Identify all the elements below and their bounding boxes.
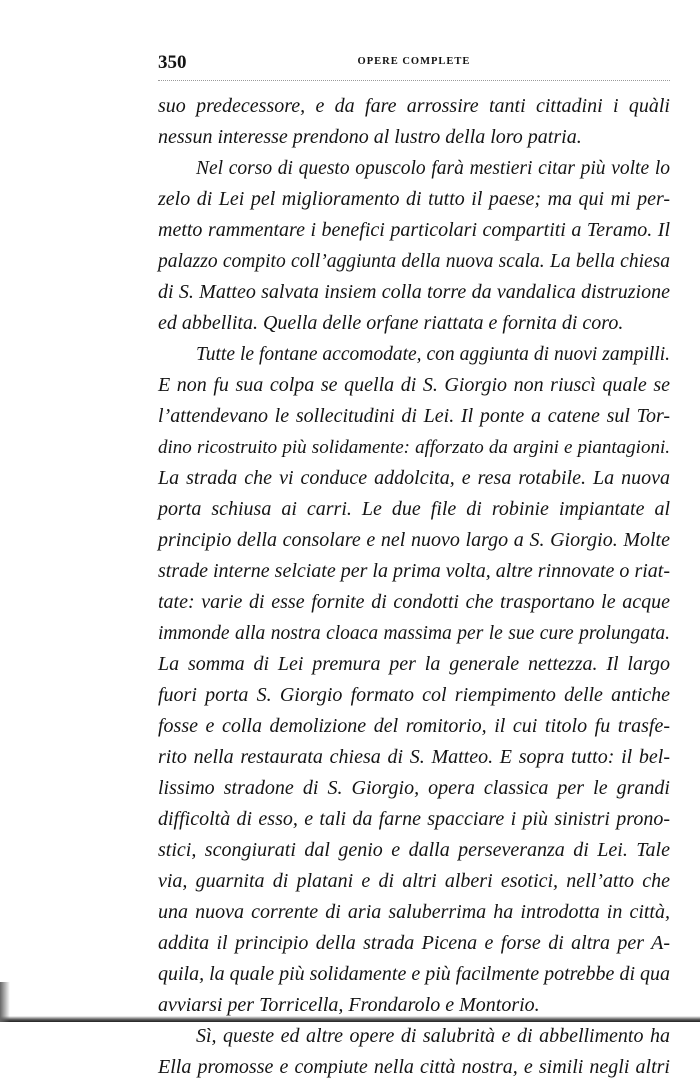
text-line: E non fu sua colpa se quella di S. Giorgio non riuscì quale se bbox=[158, 374, 670, 396]
running-title: OPERE COMPLETE bbox=[357, 56, 471, 67]
text-line: metto rammentare i benefici particolari compartiti a Teramo. Il bbox=[158, 219, 670, 241]
text-line: immonde alla nostra cloaca massima per le sue cure prolungata. bbox=[158, 623, 670, 644]
text-line: avviarsi per Torricella, Frondarolo e Montorio. bbox=[158, 994, 540, 1016]
paragraph bbox=[158, 339, 670, 1021]
text-line: una nuova corrente di aria saluberrima ha introdotta in città, bbox=[158, 901, 670, 923]
text-line: lissimo stradone di S. Giorgio, opera classica per le grandi bbox=[158, 777, 670, 799]
text-line: zelo di Lei pel miglioramento di tutto il paese; ma qui mi per- bbox=[158, 188, 670, 210]
text-line: suo predecessore, e da fare arrossire tanti cittadini i quàli bbox=[158, 95, 670, 117]
text-line: l’attendevano le sollecitudini di Lei. Il ponte a catene sul Tor- bbox=[158, 405, 670, 427]
paragraph bbox=[158, 1021, 670, 1083]
body-text bbox=[158, 91, 670, 1083]
text-line: Sì, queste ed altre opere di salubrità e di abbellimento ha bbox=[196, 1025, 670, 1047]
running-header bbox=[158, 52, 670, 78]
text-line: strade interne selciate per la prima volta, altre rinnovate o riat- bbox=[158, 560, 670, 582]
text-line: porta schiusa ai carri. Le due file di robinie impiantate al bbox=[158, 498, 670, 520]
text-line: di S. Matteo salvata insiem colla torre da vandalica distruzione bbox=[158, 281, 670, 303]
text-line: stici, scongiurati dal genio e dalla perseveranza di Lei. Tale bbox=[158, 839, 670, 861]
text-line: Tutte le fontane accomodate, con aggiunta di nuovi zampilli. bbox=[196, 344, 670, 365]
text-line: addita il principio della strada Picena e forse di altra per A- bbox=[158, 932, 670, 954]
text-line: nessun interesse prendono al lustro della loro patria. bbox=[158, 126, 582, 148]
text-line: tate: varie di esse fornite di condotti che trasportano le acque bbox=[158, 591, 670, 613]
text-line: La somma di Lei premura per la generale nettezza. Il largo bbox=[158, 653, 670, 675]
text-line: principio della consolare e nel nuovo largo a S. Giorgio. Molte bbox=[158, 529, 670, 551]
paragraph bbox=[158, 153, 670, 339]
text-line: Nel corso di questo opuscolo farà mestieri citar più volte lo bbox=[196, 158, 670, 179]
text-line: ed abbellita. Quella delle orfane riattata e fornita di coro. bbox=[158, 312, 624, 334]
text-line: palazzo compito coll’aggiunta della nuova scala. La bella chiesa bbox=[158, 251, 670, 272]
page-number: 350 bbox=[158, 52, 187, 73]
paragraph bbox=[158, 91, 670, 153]
scan-bottom-edge bbox=[0, 1016, 700, 1022]
scan-left-edge bbox=[0, 982, 10, 1022]
header-rule bbox=[158, 80, 670, 81]
text-line: Ella promosse e compiute nella città nostra, e simili negli altri bbox=[158, 1056, 670, 1078]
text-line: La strada che vi conduce addolcita, e resa rotabile. La nuova bbox=[158, 467, 670, 489]
text-line: fuori porta S. Giorgio formato col riempimento delle antiche bbox=[158, 684, 670, 706]
text-line: rito nella restaurata chiesa di S. Matteo. E sopra tutto: il bel- bbox=[158, 746, 670, 768]
text-line: difficoltà di esso, e tali da farne spacciare i più sinistri prono- bbox=[158, 808, 670, 830]
text-line: quila, la quale più solidamente e più facilmente potrebbe di qua bbox=[158, 963, 670, 985]
text-line: dino ricostruito più solidamente: afforzato da argini e piantagioni. bbox=[158, 437, 670, 458]
text-line: via, guarnita di platani e di altri alberi esotici, nell’atto che bbox=[158, 870, 670, 892]
text-line: fosse e colla demolizione del romitorio, il cui titolo fu trasfe- bbox=[158, 715, 670, 737]
